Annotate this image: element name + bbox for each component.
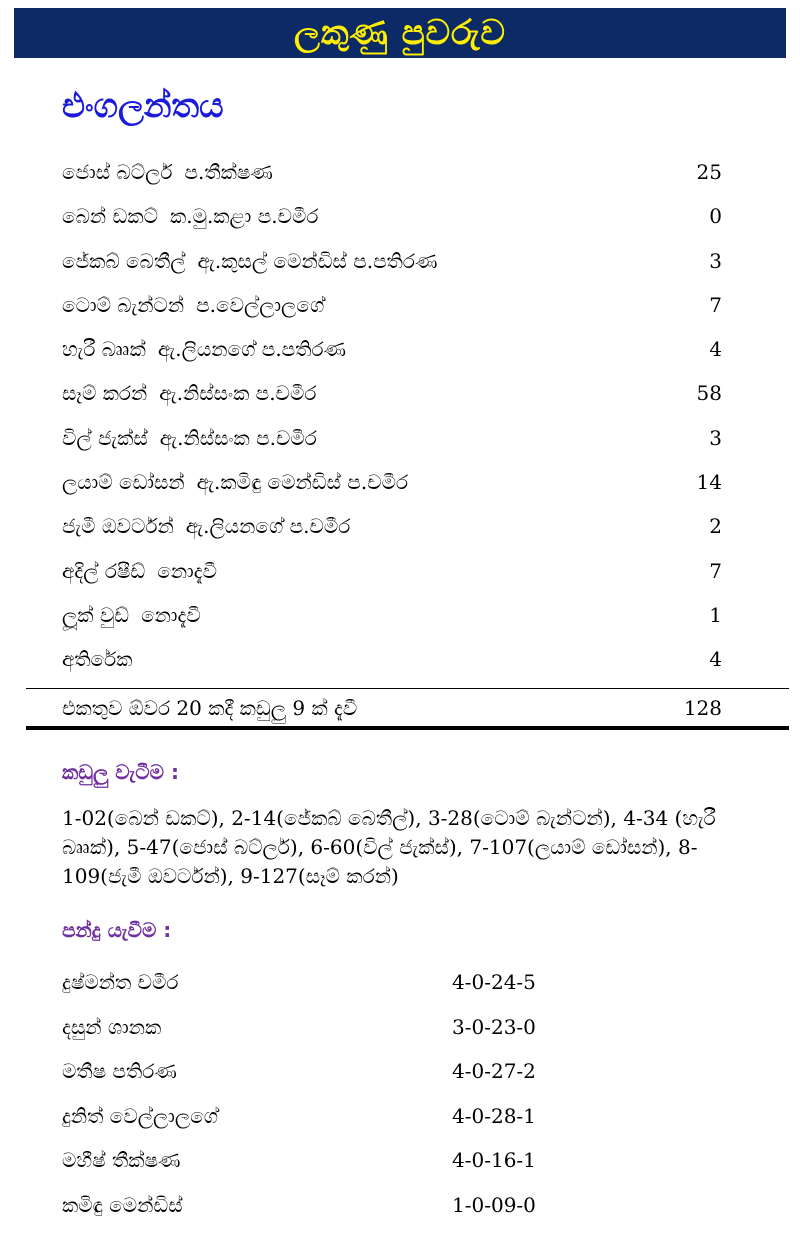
batter-runs: 7 (709, 292, 722, 317)
batter-runs: 2 (709, 514, 722, 539)
bowling-row (62, 1138, 622, 1183)
bowler-figures: 3-0-23-0 (452, 1014, 536, 1039)
batter-name: ජේකබ් බෙතීල් (62, 248, 186, 273)
bowler-figures: 4-0-27-2 (452, 1059, 536, 1084)
bowling-row (62, 1049, 622, 1094)
batter-runs: 1 (709, 602, 722, 627)
total-divider-bottom (26, 726, 789, 730)
header-bar (14, 8, 786, 58)
team-name: එංගලන්තය (62, 86, 224, 126)
bowling-table (62, 960, 622, 1228)
batting-row (62, 327, 722, 371)
dismissal: ඇ.කමිඳු මෙන්ඩිස් ප.චමීර (196, 470, 409, 495)
batting-row (62, 460, 722, 504)
bowler-name: මහීෂ් තීක්ෂණ (62, 1148, 181, 1173)
batter-name: අදිල් රෂීඩ් (62, 558, 146, 583)
bowling-row (62, 1183, 622, 1228)
batting-row (62, 504, 722, 548)
batter-name: හැරී බෲක් (62, 337, 146, 362)
extras-runs: 4 (709, 647, 722, 672)
bowler-name: කමිඳු මෙන්ඩිස් (62, 1192, 183, 1217)
fall-of-wickets-heading: කඩුලු වැටීම : (62, 760, 179, 784)
bowler-name: දසුන් ශානක (62, 1014, 162, 1039)
dismissal: ඇ.ලියනගේ ප.චමීර (185, 514, 351, 539)
total-row (62, 691, 722, 725)
bowler-figures: 1-0-09-0 (452, 1192, 536, 1217)
bowler-figures: 4-0-28-1 (452, 1103, 536, 1128)
batter-name: ලූක් වුඩ් (62, 602, 130, 627)
bowler-name: දුනිත් වෙල්ලාලගේ (62, 1103, 218, 1128)
batter-name: ජැමී ඔවර්ටන් (62, 514, 174, 539)
batting-row (62, 416, 722, 460)
batter-runs: 4 (709, 337, 722, 362)
batter-runs: 14 (696, 470, 722, 495)
batter-name: විල් ජැක්ස් (62, 425, 148, 450)
batter-name: බෙන් ඩකට් (62, 204, 158, 229)
total-value: 128 (683, 696, 722, 720)
batting-row (62, 549, 722, 593)
page-title: ලකුණු පුවරුව (294, 13, 506, 53)
batter-runs: 7 (709, 558, 722, 583)
bowling-row (62, 1005, 622, 1050)
bowler-figures: 4-0-24-5 (452, 970, 536, 994)
batter-runs: 58 (696, 381, 722, 406)
dismissal: ප.වෙල්ලාලගේ (196, 292, 325, 317)
bowler-name: මතීෂ පතිරණ (62, 1059, 177, 1084)
dismissal: නොදැවී (141, 602, 201, 627)
batter-name: ජොස් බට්ලර් (62, 160, 173, 184)
batting-row (62, 150, 722, 194)
batting-row (62, 593, 722, 637)
total-label: එකතුව ඕවර 20 කදී කඩුලු 9 ක් දැවී (62, 696, 358, 720)
fall-of-wickets-text: 1-02(බෙන් ඩකට්), 2-14(ජේකබ් බෙතීල්), 3-28(ටොම් බැන්ටන්), 4-34 (හැරී බෲක්), 5-47(ජොස් බට්ලර්), 6-60(විල් ජැක්ස්), 7-107(ලයාම් ඩෝසන්), 8-109(ජැමී ඔවර්ටන්), 9-127(සෑම් කරන්) (62, 806, 716, 888)
bowler-name: දුෂ්මන්ත චමීර (62, 970, 179, 994)
batter-runs: 3 (709, 425, 722, 450)
dismissal: ඇ.ලියනගේ ප.පතිරණ (157, 337, 346, 362)
dismissal: ඇ.නිස්සංක ප.චමීර (159, 425, 317, 450)
bowling-heading: පන්දු යැවීම : (62, 918, 172, 942)
extras-label: අතිරේක (62, 647, 133, 672)
batter-runs: 0 (709, 204, 722, 229)
batter-name: සෑම් කරන් (62, 381, 148, 406)
dismissal: ඇ.නිස්සංක ප.චමීර (159, 381, 317, 406)
batting-row (62, 371, 722, 415)
dismissal: ප.තීක්ෂණ (184, 160, 273, 184)
dismissal: නොදැවී (157, 558, 217, 583)
dismissal: ඇ.කුසල් මෙන්ඩිස් ප.පතිරණ (197, 248, 438, 273)
batting-row-extras (62, 637, 722, 681)
batting-table (62, 150, 722, 682)
batter-name: ටොම් බැන්ටන් (62, 292, 185, 317)
dismissal: ක.මු.කළා ප.චමීර (169, 204, 319, 229)
batting-row (62, 283, 722, 327)
batting-row (62, 194, 722, 238)
total-divider-top (26, 688, 789, 689)
batting-row (62, 239, 722, 283)
batter-name: ලයාම් ඩෝසන් (62, 470, 185, 495)
batter-runs: 25 (696, 160, 722, 184)
batter-runs: 3 (709, 248, 722, 273)
bowling-row (62, 960, 622, 1005)
bowler-figures: 4-0-16-1 (452, 1148, 536, 1173)
bowling-row (62, 1094, 622, 1139)
